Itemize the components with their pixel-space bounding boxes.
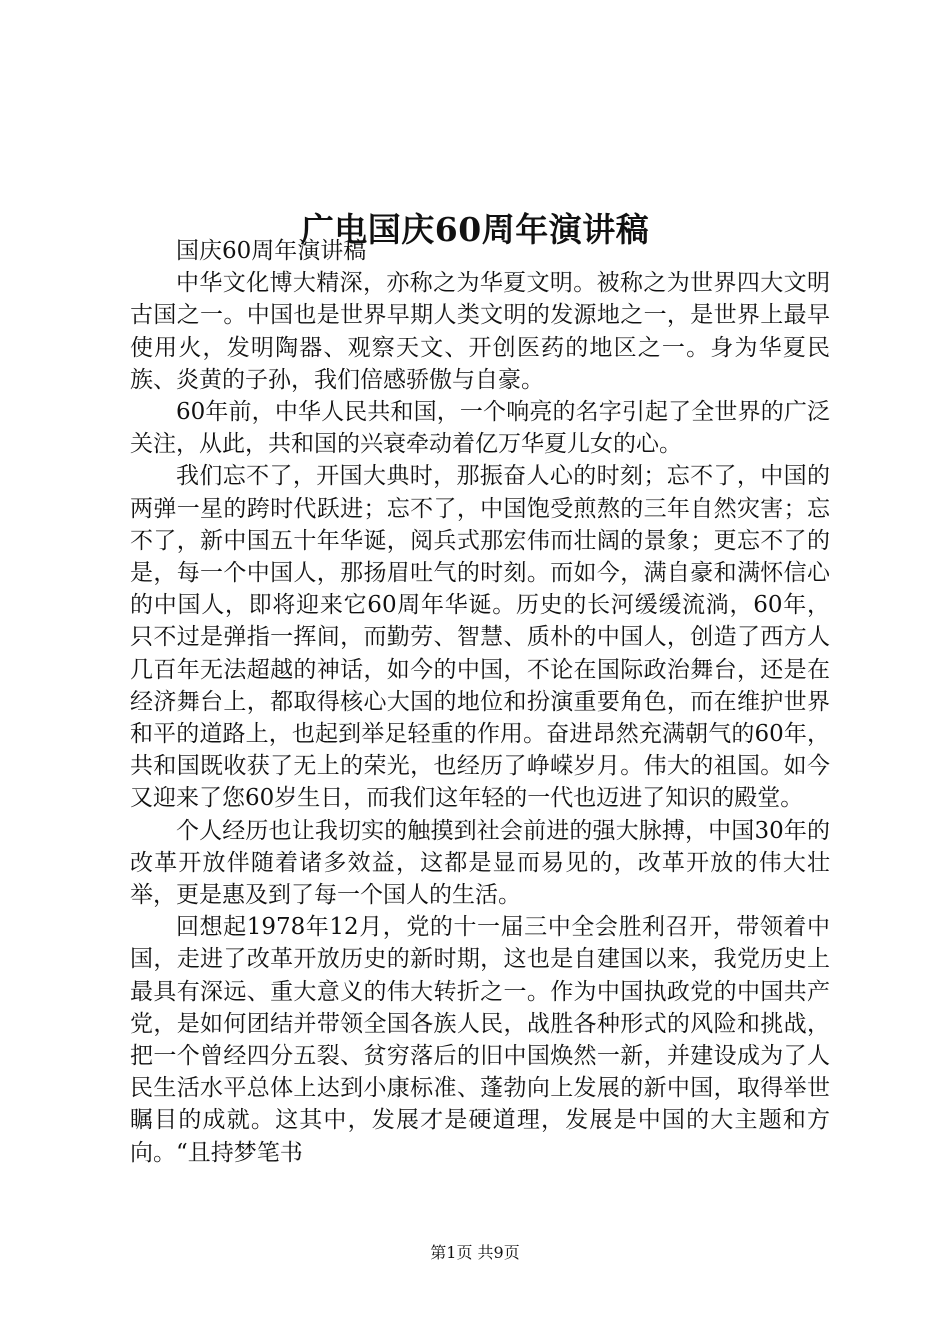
page-number-footer: 第1页 共9页 xyxy=(430,1243,520,1262)
document-body xyxy=(130,235,830,1169)
paragraph-chinese-civilization: 中华文化博大精深，亦称之为华夏文明。被称之为世界四大文明古国之一。中国也是世界早期人类文明的发源地之一，是世界上最早使用火，发明陶器、观察天文、开创医药的地区之一。身为华夏民族、炎黄的子孙，我们倍感骄傲与自豪。 xyxy=(130,270,830,393)
paragraph-sixty-years-ago: 60年前，中华人民共和国，一个响亮的名字引起了全世界的广泛关注，从此，共和国的兴衰牵动着亿万华夏儿女的心。 xyxy=(130,399,830,458)
paragraph-personal-experience: 个人经历也让我切实的触摸到社会前进的强大脉搏，中国30年的改革开放伴随着诸多效益，这都是显而易见的，改革开放的伟大壮举，更是惠及到了每一个国人的生活。 xyxy=(130,817,830,909)
speech-subtitle: 国庆60周年演讲稿 xyxy=(176,238,367,264)
paragraph-reform-opening: 回想起1978年12月，党的十一届三中全会胜利召开，带领着中国，走进了改革开放历史的新时期，这也是自建国以来，我党历史上最具有深远、重大意义的伟大转折之一。作为中国执政党的中国共产党，是如何团结并带领全国各族人民，战胜各种形式的风险和挑战，把一个曾经四分五裂、贫穷落后的旧中国焕然一新，并建设成为了人民生活水平总体上达到小康标准、蓬勃向上发展的新中国，取得举世瞩目的成就。这其中，发展才是硬道理，发展是中国的大主题和方向。“且持梦笔书 xyxy=(130,914,830,1166)
paragraph-cannot-forget: 我们忘不了，开国大典时，那振奋人心的时刻；忘不了，中国的两弹一星的跨时代跃进；忘不了，中国饱受煎熬的三年自然灾害；忘不了，新中国五十年华诞，阅兵式那宏伟而壮阔的景象；更忘不了的是，每一个中国人，那扬眉吐气的时刻。而如今，满自豪和满怀信心的中国人，即将迎来它60周年华诞。历史的长河缓缓流淌，60年，只不过是弹指一挥间，而勤劳、智慧、质朴的中国人，创造了西方人几百年无法超越的神话，如今的中国，不论在国际政治舞台，还是在经济舞台上，都取得核心大国的地位和扮演重要角色，而在维护世界和平的道路上，也起到举足轻重的作用。奋进昂然充满朝气的60年，共和国既收获了无上的荣光，也经历了峥嵘岁月。伟大的祖国。如今又迎来了您60岁生日，而我们这年轻的一代也迈进了知识的殿堂。 xyxy=(130,463,830,812)
document-title: 广电国庆60周年演讲稿 xyxy=(300,210,650,250)
